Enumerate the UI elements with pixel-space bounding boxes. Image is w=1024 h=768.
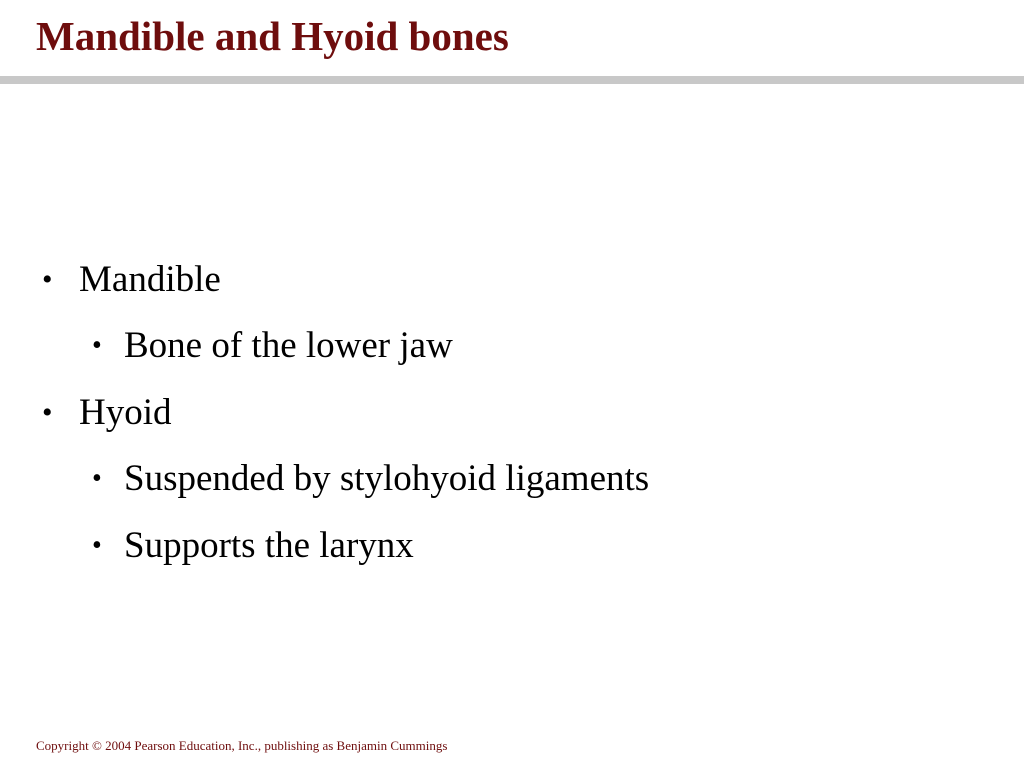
bullet-glyph: •: [42, 263, 53, 296]
slide-title: Mandible and Hyoid bones: [36, 13, 509, 59]
bullet-glyph: •: [92, 330, 102, 362]
bullet-text: Hyoid: [79, 391, 172, 433]
bullet-item-mandible: [0, 258, 1024, 302]
copyright-footer: Copyright © 2004 Pearson Education, Inc., publishing as Benjamin Cummings: [36, 738, 448, 753]
bullet-item-hyoid: [0, 391, 1024, 435]
bullet-text: Mandible: [79, 259, 221, 300]
bullet-glyph: •: [92, 529, 102, 561]
bullet-list: [0, 258, 1024, 590]
bullet-glyph: •: [42, 395, 53, 429]
bullet-glyph: •: [92, 463, 102, 495]
sub-bullet-item-larynx: [0, 524, 1024, 568]
title-divider: [0, 76, 1024, 84]
bullet-text: Supports the larynx: [124, 524, 414, 566]
bullet-text: Bone of the lower jaw: [124, 325, 453, 367]
sub-bullet-item-stylohyoid: [0, 457, 1024, 501]
bullet-text: Suspended by stylohyoid ligaments: [124, 458, 650, 500]
sub-bullet-item-lower-jaw: [0, 324, 1024, 368]
